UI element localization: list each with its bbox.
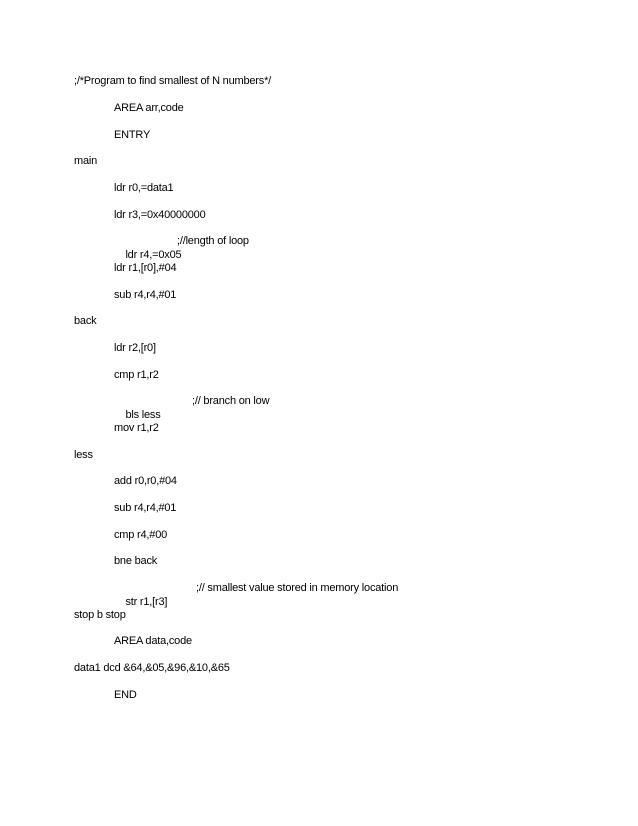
code-line: sub r4,r4,#01 bbox=[114, 289, 177, 301]
data-declaration-line: data1 dcd &64,&05,&96,&10,&65 bbox=[74, 662, 230, 674]
code-line: ldr r0,=data1 bbox=[114, 182, 174, 194]
label-less: less bbox=[74, 449, 93, 461]
code-line: ldr r1,[r0],#04 bbox=[114, 262, 177, 274]
label-main: main bbox=[74, 155, 98, 167]
inline-comment: ;// smallest value stored in memory location bbox=[196, 582, 399, 594]
code-line: AREA arr,code bbox=[114, 102, 184, 114]
inline-comment: ;//length of loop bbox=[177, 235, 249, 247]
code-text: bls less bbox=[125, 409, 161, 421]
code-line: ldr r3,=0x40000000 bbox=[114, 209, 206, 221]
code-line: ldr r2,[r0] bbox=[114, 342, 156, 354]
code-line-with-comment bbox=[114, 394, 414, 450]
code-line: ENTRY bbox=[114, 129, 151, 141]
program-comment-line: ;/*Program to find smallest of N numbers*/ bbox=[74, 75, 272, 87]
inline-comment: ;// branch on low bbox=[192, 395, 270, 407]
label-back: back bbox=[74, 315, 97, 327]
code-text: ldr r4,=0x05 bbox=[125, 249, 182, 261]
code-line-with-comment bbox=[114, 581, 514, 637]
label-stop: stop b stop bbox=[74, 609, 126, 621]
code-line: cmp r1,r2 bbox=[114, 369, 159, 381]
code-line: cmp r4,#00 bbox=[114, 529, 168, 541]
code-line: add r0,r0,#04 bbox=[114, 475, 177, 487]
code-line: sub r4,r4,#01 bbox=[114, 502, 177, 514]
code-line: AREA data,code bbox=[114, 635, 192, 647]
code-line: END bbox=[114, 689, 137, 701]
code-line: bne back bbox=[114, 555, 158, 567]
code-line: mov r1,r2 bbox=[114, 422, 159, 434]
code-text: str r1,[r3] bbox=[125, 596, 168, 608]
